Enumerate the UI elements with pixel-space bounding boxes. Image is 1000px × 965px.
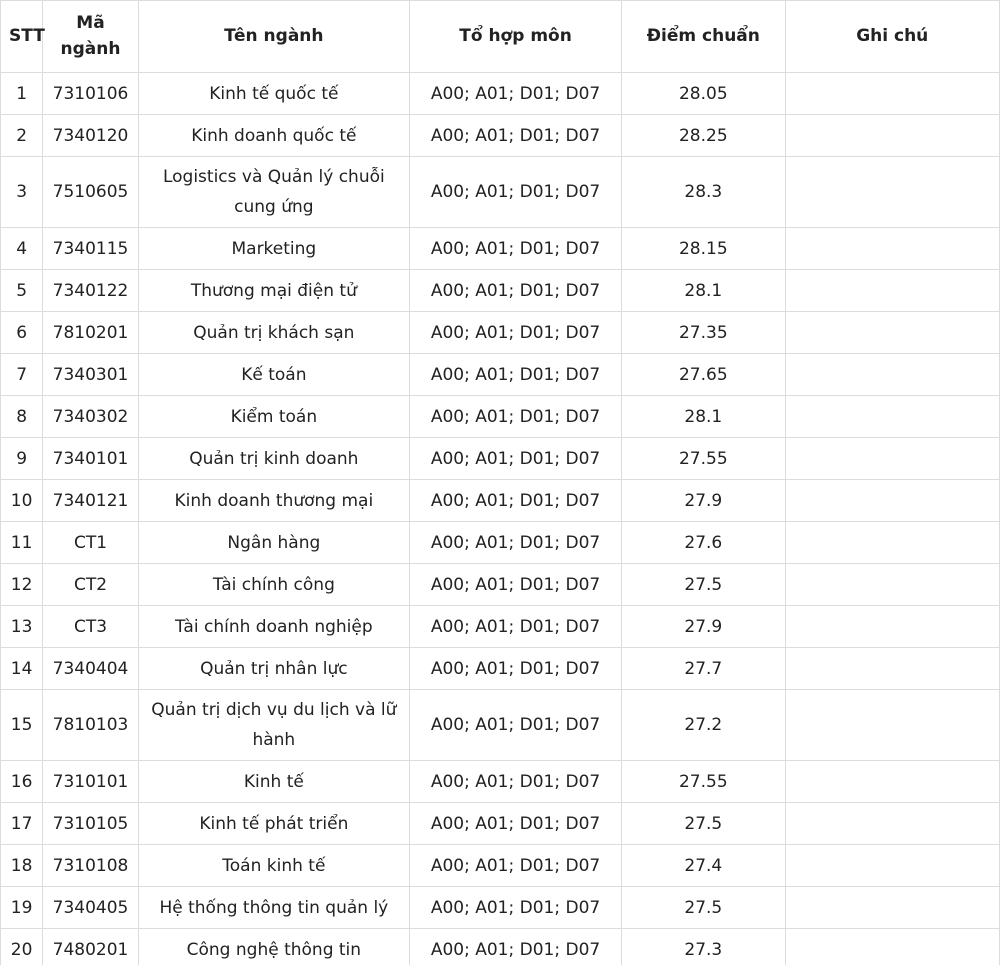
- cell-score: 27.2: [622, 690, 785, 761]
- cell-combo: A00; A01; D01; D07: [409, 354, 621, 396]
- table-row: [1, 522, 1000, 564]
- cell-code: 7340301: [43, 354, 139, 396]
- cell-score: 27.5: [622, 887, 785, 929]
- cell-score: 27.55: [622, 438, 785, 480]
- cell-code: 7340404: [43, 648, 139, 690]
- cell-code: 7310106: [43, 73, 139, 115]
- cell-score: 27.55: [622, 761, 785, 803]
- cell-note: [785, 648, 1000, 690]
- cell-score: 27.6: [622, 522, 785, 564]
- cell-name: Marketing: [138, 228, 409, 270]
- cell-score: 27.5: [622, 564, 785, 606]
- cell-combo: A00; A01; D01; D07: [409, 438, 621, 480]
- cell-score: 27.4: [622, 845, 785, 887]
- cell-note: [785, 929, 1000, 965]
- table-header: [1, 1, 1000, 73]
- cell-note: [785, 845, 1000, 887]
- cell-stt: 2: [1, 115, 43, 157]
- header-code: [43, 1, 139, 73]
- cell-score: 27.9: [622, 606, 785, 648]
- table-row: [1, 803, 1000, 845]
- cell-combo: A00; A01; D01; D07: [409, 228, 621, 270]
- cell-name: Kiểm toán: [138, 396, 409, 438]
- table-row: [1, 690, 1000, 761]
- cell-note: [785, 115, 1000, 157]
- cell-name: Quản trị nhân lực: [138, 648, 409, 690]
- cell-stt: 9: [1, 438, 43, 480]
- table-row: [1, 564, 1000, 606]
- cell-stt: 6: [1, 312, 43, 354]
- cell-note: [785, 761, 1000, 803]
- cell-score: 27.65: [622, 354, 785, 396]
- cell-score: 28.1: [622, 396, 785, 438]
- table-row: [1, 929, 1000, 965]
- table-row: [1, 270, 1000, 312]
- cell-stt: 10: [1, 480, 43, 522]
- cell-stt: 19: [1, 887, 43, 929]
- cell-code: CT3: [43, 606, 139, 648]
- cell-code: 7810103: [43, 690, 139, 761]
- cell-code: 7340120: [43, 115, 139, 157]
- table-row: [1, 115, 1000, 157]
- cell-note: [785, 480, 1000, 522]
- cell-code: 7340101: [43, 438, 139, 480]
- cell-code: 7340405: [43, 887, 139, 929]
- table-row: [1, 312, 1000, 354]
- table-row: [1, 354, 1000, 396]
- header-name: Tên ngành: [138, 1, 409, 73]
- cell-combo: A00; A01; D01; D07: [409, 845, 621, 887]
- cell-code: 7340121: [43, 480, 139, 522]
- cell-combo: A00; A01; D01; D07: [409, 270, 621, 312]
- table-row: [1, 396, 1000, 438]
- cell-code: 7510605: [43, 157, 139, 228]
- cell-stt: 15: [1, 690, 43, 761]
- cell-code: 7340115: [43, 228, 139, 270]
- cell-note: [785, 157, 1000, 228]
- table-row: [1, 845, 1000, 887]
- cell-combo: A00; A01; D01; D07: [409, 522, 621, 564]
- cell-combo: A00; A01; D01; D07: [409, 929, 621, 965]
- cell-note: [785, 887, 1000, 929]
- cell-name: Tài chính công: [138, 564, 409, 606]
- cell-score: 28.25: [622, 115, 785, 157]
- cell-name: Hệ thống thông tin quản lý: [138, 887, 409, 929]
- cell-note: [785, 564, 1000, 606]
- cell-note: [785, 73, 1000, 115]
- cell-name: Quản trị kinh doanh: [138, 438, 409, 480]
- cell-name: Kinh tế quốc tế: [138, 73, 409, 115]
- cell-combo: A00; A01; D01; D07: [409, 73, 621, 115]
- table-row: [1, 761, 1000, 803]
- cell-score: 28.15: [622, 228, 785, 270]
- cell-note: [785, 438, 1000, 480]
- table-row: [1, 228, 1000, 270]
- cell-note: [785, 606, 1000, 648]
- cell-stt: 3: [1, 157, 43, 228]
- cell-note: [785, 312, 1000, 354]
- cell-note: [785, 522, 1000, 564]
- table-body: [1, 73, 1000, 965]
- cell-score: 27.5: [622, 803, 785, 845]
- cell-name: Tài chính doanh nghiệp: [138, 606, 409, 648]
- cell-combo: A00; A01; D01; D07: [409, 690, 621, 761]
- cell-note: [785, 396, 1000, 438]
- header-combo: Tổ hợp môn: [409, 1, 621, 73]
- cell-score: 27.3: [622, 929, 785, 965]
- cell-score: 28.3: [622, 157, 785, 228]
- cell-combo: A00; A01; D01; D07: [409, 480, 621, 522]
- cell-note: [785, 803, 1000, 845]
- cell-combo: A00; A01; D01; D07: [409, 887, 621, 929]
- cell-name: Thương mại điện tử: [138, 270, 409, 312]
- cell-score: 27.9: [622, 480, 785, 522]
- cell-name: Kinh doanh quốc tế: [138, 115, 409, 157]
- header-stt: STT: [1, 1, 43, 73]
- cell-name: Quản trị khách sạn: [138, 312, 409, 354]
- table-row: [1, 887, 1000, 929]
- cell-combo: A00; A01; D01; D07: [409, 761, 621, 803]
- header-row: [1, 1, 1000, 73]
- cell-name: Quản trị dịch vụ du lịch và lữ hành: [138, 690, 409, 761]
- cell-combo: A00; A01; D01; D07: [409, 115, 621, 157]
- header-note: Ghi chú: [785, 1, 1000, 73]
- header-score: Điểm chuẩn: [622, 1, 785, 73]
- cell-code: 7310101: [43, 761, 139, 803]
- cell-name: Công nghệ thông tin: [138, 929, 409, 965]
- cell-stt: 5: [1, 270, 43, 312]
- table-row: [1, 648, 1000, 690]
- cell-code: 7340302: [43, 396, 139, 438]
- cell-combo: A00; A01; D01; D07: [409, 312, 621, 354]
- cell-code: 7340122: [43, 270, 139, 312]
- header-code-line1: Mã: [76, 12, 105, 33]
- cell-stt: 17: [1, 803, 43, 845]
- header-code-line2: ngành: [60, 38, 121, 59]
- cell-name: Ngân hàng: [138, 522, 409, 564]
- cell-score: 27.7: [622, 648, 785, 690]
- cell-stt: 20: [1, 929, 43, 965]
- cell-stt: 13: [1, 606, 43, 648]
- cell-combo: A00; A01; D01; D07: [409, 157, 621, 228]
- cell-score: 28.1: [622, 270, 785, 312]
- cell-stt: 16: [1, 761, 43, 803]
- cell-stt: 8: [1, 396, 43, 438]
- cell-name: Toán kinh tế: [138, 845, 409, 887]
- cell-code: CT2: [43, 564, 139, 606]
- cell-combo: A00; A01; D01; D07: [409, 396, 621, 438]
- cell-stt: 11: [1, 522, 43, 564]
- table-row: [1, 438, 1000, 480]
- cell-code: CT1: [43, 522, 139, 564]
- cell-code: 7310108: [43, 845, 139, 887]
- cell-combo: A00; A01; D01; D07: [409, 648, 621, 690]
- cell-stt: 1: [1, 73, 43, 115]
- cell-stt: 4: [1, 228, 43, 270]
- cell-score: 28.05: [622, 73, 785, 115]
- cell-stt: 12: [1, 564, 43, 606]
- cell-name: Kinh tế: [138, 761, 409, 803]
- cell-stt: 7: [1, 354, 43, 396]
- cell-combo: A00; A01; D01; D07: [409, 803, 621, 845]
- cell-note: [785, 690, 1000, 761]
- cell-name: Kế toán: [138, 354, 409, 396]
- cell-code: 7480201: [43, 929, 139, 965]
- cell-code: 7310105: [43, 803, 139, 845]
- cell-name: Logistics và Quản lý chuỗi cung ứng: [138, 157, 409, 228]
- cell-combo: A00; A01; D01; D07: [409, 564, 621, 606]
- table-row: [1, 73, 1000, 115]
- cell-stt: 14: [1, 648, 43, 690]
- table-row: [1, 157, 1000, 228]
- cell-name: Kinh tế phát triển: [138, 803, 409, 845]
- cell-note: [785, 354, 1000, 396]
- cell-score: 27.35: [622, 312, 785, 354]
- cell-combo: A00; A01; D01; D07: [409, 606, 621, 648]
- cell-stt: 18: [1, 845, 43, 887]
- table-row: [1, 606, 1000, 648]
- cell-code: 7810201: [43, 312, 139, 354]
- table-row: [1, 480, 1000, 522]
- cell-note: [785, 270, 1000, 312]
- cell-note: [785, 228, 1000, 270]
- cell-name: Kinh doanh thương mại: [138, 480, 409, 522]
